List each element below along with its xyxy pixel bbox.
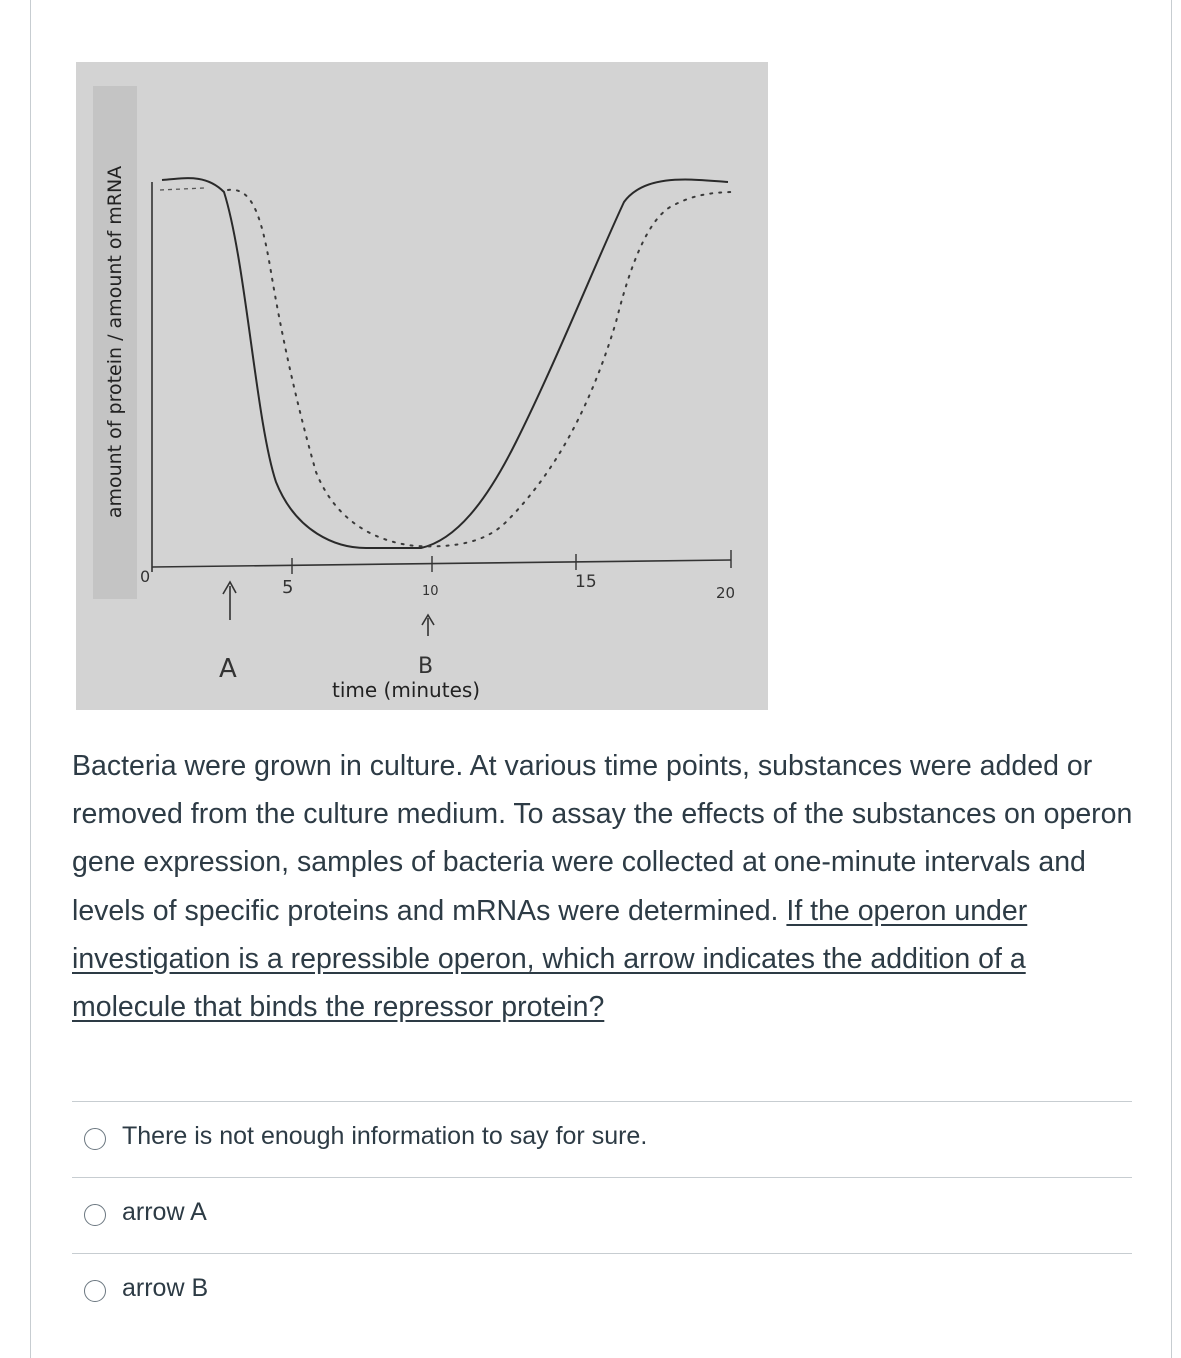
answer-label[interactable]: There is not enough information to say for sure. <box>122 1122 648 1150</box>
mrna-dotted-curve <box>228 190 736 547</box>
top-dashed-baseline <box>160 188 204 190</box>
tick-label-5: 5 <box>282 577 294 598</box>
arrow-b-label: B <box>418 654 434 679</box>
question-text <box>72 742 1142 1031</box>
radio-button[interactable] <box>84 1280 106 1302</box>
x-axis-label: time (minutes) <box>332 678 481 702</box>
radio-button[interactable] <box>84 1204 106 1226</box>
answer-option[interactable] <box>72 1177 1132 1253</box>
radio-button[interactable] <box>84 1128 106 1150</box>
answer-label[interactable]: arrow A <box>122 1198 207 1226</box>
answer-list <box>72 1101 1132 1329</box>
question-figure <box>76 62 768 710</box>
tick-label-0: 0 <box>140 567 151 586</box>
protein-solid-curve <box>162 178 728 548</box>
arrow-a-label: A <box>219 654 237 684</box>
answer-option[interactable] <box>72 1101 1132 1177</box>
graph-drawing <box>76 62 768 710</box>
tick-label-15: 15 <box>575 572 597 592</box>
tick-label-10: 10 <box>422 584 439 599</box>
answer-option[interactable] <box>72 1253 1132 1329</box>
x-axis-line <box>152 560 731 567</box>
tick-label-20: 20 <box>716 584 736 602</box>
y-axis-label: amount of protein / amount of mRNA <box>104 165 126 519</box>
question-emphasis: If the operon under investigation is a repressible operon, which arrow indicates the addition of a molecule that binds the repressor protein? <box>72 894 1028 1024</box>
answer-label[interactable]: arrow B <box>122 1274 209 1302</box>
question-body: Bacteria were grown in culture. At various time points, substances were added or removed from the culture medium. To assay the effects of the substances on operon gene expression, samples of bacteria were collected at one-minute intervals and levels of specific proteins and mRNAs were determined. <box>72 750 1133 927</box>
